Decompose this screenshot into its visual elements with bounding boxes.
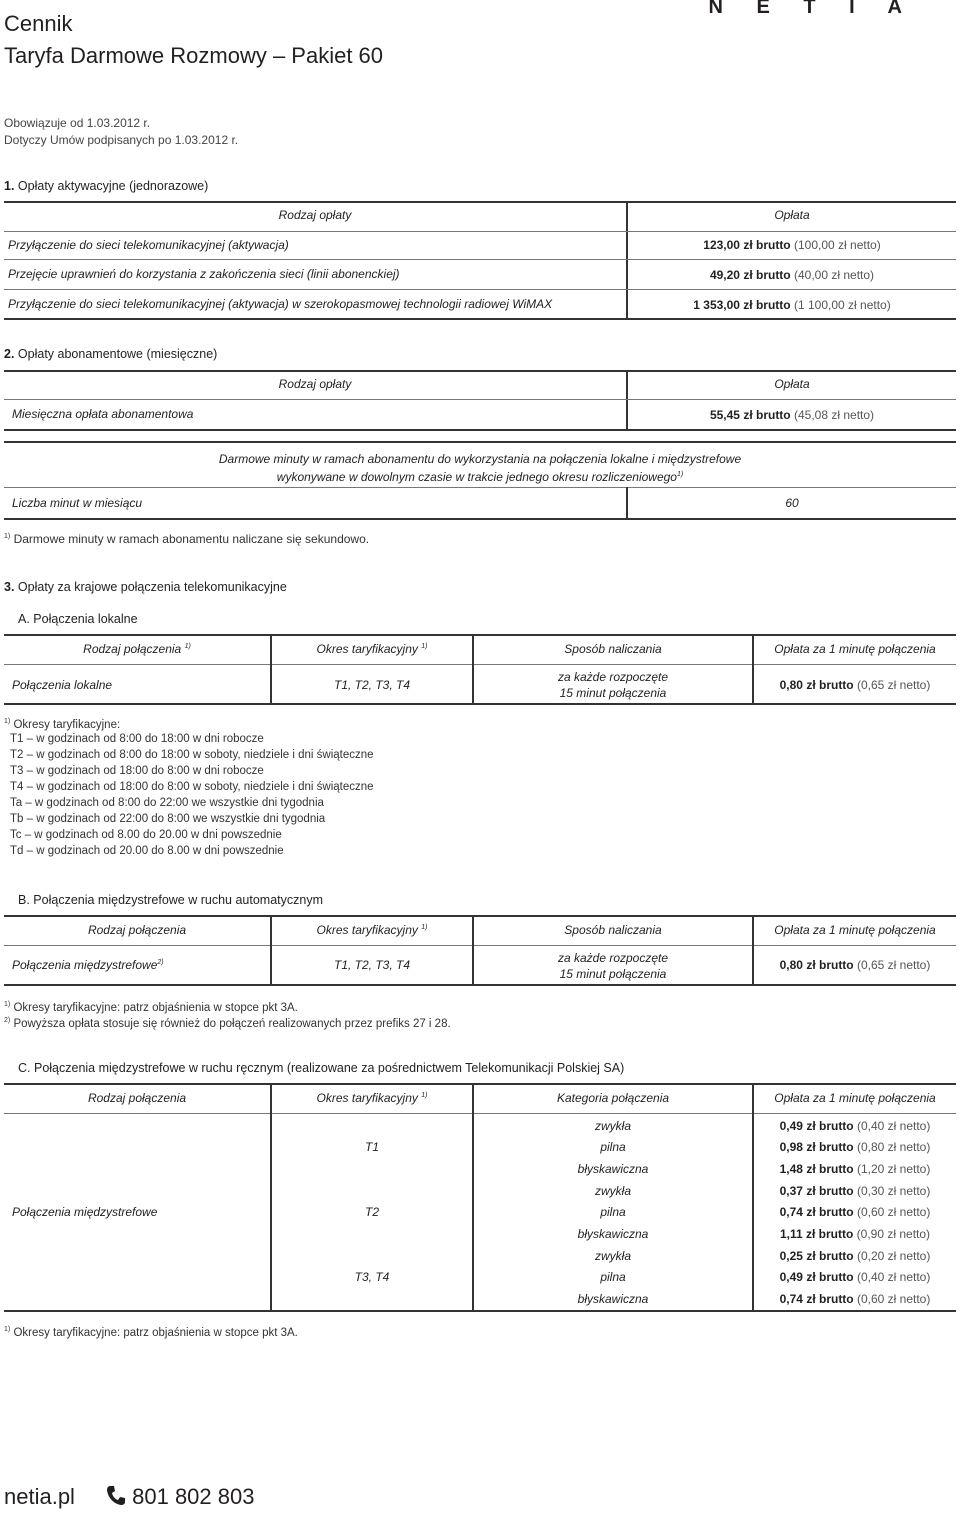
col-header-period: Okres taryfikacyjny $^{1)}$ bbox=[316, 923, 428, 937]
website-link[interactable]: netia.pl bbox=[4, 1484, 75, 1509]
table-row-price: 49,20 zł brutto (40,00 zł netto) bbox=[709, 268, 875, 282]
category-price: 0,25 zł brutto (0,20 zł netto) bbox=[779, 1249, 931, 1263]
period-item: Tb – w godzinach od 22:00 do 8:00 we wszystkie dni tygodnia bbox=[10, 813, 326, 825]
periods-title: $^{1)}$ Okresy taryfikacyjne: bbox=[4, 718, 121, 731]
col-header-method: Sposób naliczania bbox=[564, 923, 662, 937]
period-group-t2: T2 bbox=[364, 1205, 379, 1219]
category-cell: pilna bbox=[600, 1205, 626, 1219]
row-method: za każde rozpoczęte 15 minut połączenia bbox=[557, 670, 669, 700]
section-number: 3. bbox=[4, 580, 15, 594]
category-price: 0,98 zł brutto (0,80 zł netto) bbox=[779, 1140, 931, 1154]
phone-icon bbox=[106, 1484, 126, 1512]
footnote: $^{1)}$ Okresy taryfikacyjne: patrz objaśnienia w stopce pkt 3A. bbox=[4, 1001, 298, 1014]
minutes-label: Liczba minut w miesiącu bbox=[12, 496, 143, 510]
period-item: Td – w godzinach od 20.00 do 8.00 w dni powszednie bbox=[10, 845, 284, 857]
section-title: Opłaty abonamentowe (miesięczne) bbox=[17, 347, 218, 361]
document-title bbox=[4, 8, 383, 72]
table-bottom-rule bbox=[4, 429, 956, 431]
row-rule bbox=[4, 945, 956, 946]
category-cell: zwykła bbox=[594, 1184, 631, 1198]
section-2-heading bbox=[4, 347, 217, 361]
row-period: T1, T2, T3, T4 bbox=[333, 678, 411, 692]
row-rule bbox=[4, 664, 956, 665]
category-price: 0,74 zł brutto (0,60 zł netto) bbox=[779, 1205, 931, 1219]
period-group-t3-t4: T3, T4 bbox=[354, 1270, 390, 1284]
row-rule bbox=[4, 231, 956, 232]
footnote: $^{1)}$ Okresy taryfikacyjne: patrz objaśnienia w stopce pkt 3A. bbox=[4, 1326, 298, 1339]
col-header-fee: Opłata bbox=[774, 208, 810, 222]
category-cell: pilna bbox=[600, 1140, 626, 1154]
col-header-category: Kategoria połączenia bbox=[556, 1091, 670, 1105]
table-top-rule bbox=[4, 1083, 956, 1085]
table-row-label: Przyłączenie do sieci telekomunikacyjnej (aktywacja) bbox=[8, 238, 289, 252]
phone-number[interactable] bbox=[106, 1484, 254, 1512]
category-price: 0,37 zł brutto (0,30 zł netto) bbox=[779, 1184, 931, 1198]
monthly-fee-price: 55,45 zł brutto (45,08 zł netto) bbox=[709, 408, 875, 422]
table-top-rule bbox=[4, 915, 956, 917]
minutes-value: 60 bbox=[785, 496, 799, 510]
valid-from: Obowiązuje od 1.03.2012 r. bbox=[4, 116, 151, 130]
row-period: T1, T2, T3, T4 bbox=[333, 958, 411, 972]
table-bottom-rule bbox=[4, 318, 956, 320]
table-top-rule bbox=[4, 201, 956, 203]
col-header-connection-type: Rodzaj połączenia bbox=[87, 1091, 187, 1105]
col-header-type: Rodzaj opłaty bbox=[278, 208, 352, 222]
section-number: 2. bbox=[4, 347, 15, 361]
category-price: 0,49 zł brutto (0,40 zł netto) bbox=[779, 1270, 931, 1284]
section-number: 1. bbox=[4, 179, 15, 193]
table-divider bbox=[270, 634, 272, 704]
section-title: Opłaty aktywacyjne (jednorazowe) bbox=[17, 179, 209, 193]
table-bottom-rule bbox=[4, 518, 956, 520]
table-row-price: 123,00 zł brutto (100,00 zł netto) bbox=[703, 238, 881, 252]
category-price: 0,74 zł brutto (0,60 zł netto) bbox=[779, 1292, 931, 1306]
row-rule bbox=[4, 259, 956, 260]
category-cell: zwykła bbox=[594, 1119, 631, 1133]
monthly-fee-label: Miesięczna opłata abonamentowa bbox=[12, 407, 194, 421]
table-divider bbox=[752, 915, 754, 985]
section-title: Opłaty za krajowe połączenia telekomunikacyjne bbox=[17, 580, 287, 594]
col-header-period: Okres taryfikacyjny $^{1)}$ bbox=[316, 642, 428, 656]
row-rule bbox=[4, 1113, 956, 1114]
category-cell: pilna bbox=[600, 1270, 626, 1284]
col-header-method: Sposób naliczania bbox=[564, 642, 662, 656]
col-header-connection-type: Rodzaj połączenia bbox=[87, 923, 187, 937]
tariff-name: Taryfa Darmowe Rozmowy – Pakiet 60 bbox=[4, 43, 384, 68]
row-rule bbox=[4, 399, 956, 400]
period-item: Tc – w godzinach od 8.00 do 20.00 w dni powszednie bbox=[10, 829, 282, 841]
period-item: Ta – w godzinach od 8:00 do 22:00 we wszystkie dni tygodnia bbox=[10, 797, 324, 809]
row-rule bbox=[4, 487, 956, 488]
row-price: 0,80 zł brutto (0,65 zł netto) bbox=[779, 958, 931, 972]
period-item: T3 – w godzinach od 18:00 do 8:00 w dni robocze bbox=[10, 765, 264, 777]
row-method: za każde rozpoczęte 15 minut połączenia bbox=[557, 951, 669, 981]
col-header-type: Rodzaj opłaty bbox=[278, 377, 352, 391]
category-price: 1,11 zł brutto (0,90 zł netto) bbox=[779, 1227, 931, 1241]
section-1-heading bbox=[4, 179, 208, 193]
col-header-fee: Opłata bbox=[774, 377, 810, 391]
category-price: 1,48 zł brutto (1,20 zł netto) bbox=[779, 1162, 931, 1176]
section-3-heading bbox=[4, 580, 287, 594]
row-connection-type: Połączenia międzystrefowe$^{2)}$ bbox=[12, 958, 164, 972]
table-top-rule bbox=[4, 441, 956, 443]
row-rule bbox=[4, 289, 956, 290]
col-header-fee: Opłata za 1 minutę połączenia bbox=[774, 1091, 936, 1105]
category-price: 0,49 zł brutto (0,40 zł netto) bbox=[779, 1119, 931, 1133]
period-item: T1 – w godzinach od 8:00 do 18:00 w dni robocze bbox=[10, 733, 264, 745]
free-minutes-description: Darmowe minuty w ramach abonamentu do wykorzystania na połączenia lokalne i międzystrefowe wykonywane w dowolnym czasie w trakcie jednego okresu rozliczeniowego$^{1)}$ bbox=[218, 452, 742, 484]
footnote: $^{2)}$ Powyższa opłata stosuje się również do połączeń realizowanych przez prefiks 27 i 28. bbox=[4, 1017, 451, 1030]
period-group-t1: T1 bbox=[364, 1140, 379, 1154]
category-cell: błyskawiczna bbox=[577, 1227, 649, 1241]
period-item: T2 – w godzinach od 8:00 do 18:00 w soboty, niedziele i dni świąteczne bbox=[10, 749, 374, 761]
phone-label: 801 802 803 bbox=[132, 1484, 255, 1509]
table-bottom-rule bbox=[4, 703, 956, 705]
footnote: $^{1)}$ Darmowe minuty w ramach abonamentu naliczane się sekundowo. bbox=[4, 532, 370, 546]
table-top-rule bbox=[4, 370, 956, 372]
subsection-b-heading: B. Połączenia międzystrefowe w ruchu automatycznym bbox=[18, 893, 324, 907]
row-connection-type: Połączenia międzystrefowe bbox=[12, 1205, 158, 1219]
table-top-rule bbox=[4, 634, 956, 636]
col-header-connection-type: Rodzaj połączenia $^{1)}$ bbox=[83, 642, 191, 656]
table-divider bbox=[752, 634, 754, 704]
table-bottom-rule bbox=[4, 1310, 956, 1312]
subsection-a-heading: A. Połączenia lokalne bbox=[18, 612, 138, 626]
category-cell: błyskawiczna bbox=[577, 1162, 649, 1176]
col-header-fee: Opłata za 1 minutę połączenia bbox=[774, 923, 936, 937]
page-title: Cennik bbox=[4, 11, 73, 36]
col-header-period: Okres taryfikacyjny $^{1)}$ bbox=[316, 1091, 428, 1105]
netia-logo: N E T I A bbox=[708, 0, 916, 18]
category-cell: błyskawiczna bbox=[577, 1292, 649, 1306]
subsection-c-heading: C. Połączenia międzystrefowe w ruchu ręcznym (realizowane za pośrednictwem Telekomunikacji Polskiej SA) bbox=[18, 1061, 625, 1075]
table-bottom-rule bbox=[4, 984, 956, 986]
col-header-fee: Opłata za 1 minutę połączenia bbox=[774, 642, 936, 656]
category-cell: zwykła bbox=[594, 1249, 631, 1263]
table-divider bbox=[270, 915, 272, 985]
table-row-label: Przyłączenie do sieci telekomunikacyjnej (aktywacja) w szerokopasmowej technologii radiowej WiMAX bbox=[8, 297, 553, 311]
period-item: T4 – w godzinach od 18:00 do 8:00 w soboty, niedziele i dni świąteczne bbox=[10, 781, 374, 793]
table-row-label: Przejęcie uprawnień do korzystania z zakończenia sieci (linii abonenckiej) bbox=[8, 267, 400, 281]
applies-to: Dotyczy Umów podpisanych po 1.03.2012 r. bbox=[4, 133, 239, 147]
row-price: 0,80 zł brutto (0,65 zł netto) bbox=[779, 678, 931, 692]
table-row-price: 1 353,00 zł brutto (1 100,00 zł netto) bbox=[693, 298, 891, 312]
row-connection-type: Połączenia lokalne bbox=[12, 678, 113, 692]
